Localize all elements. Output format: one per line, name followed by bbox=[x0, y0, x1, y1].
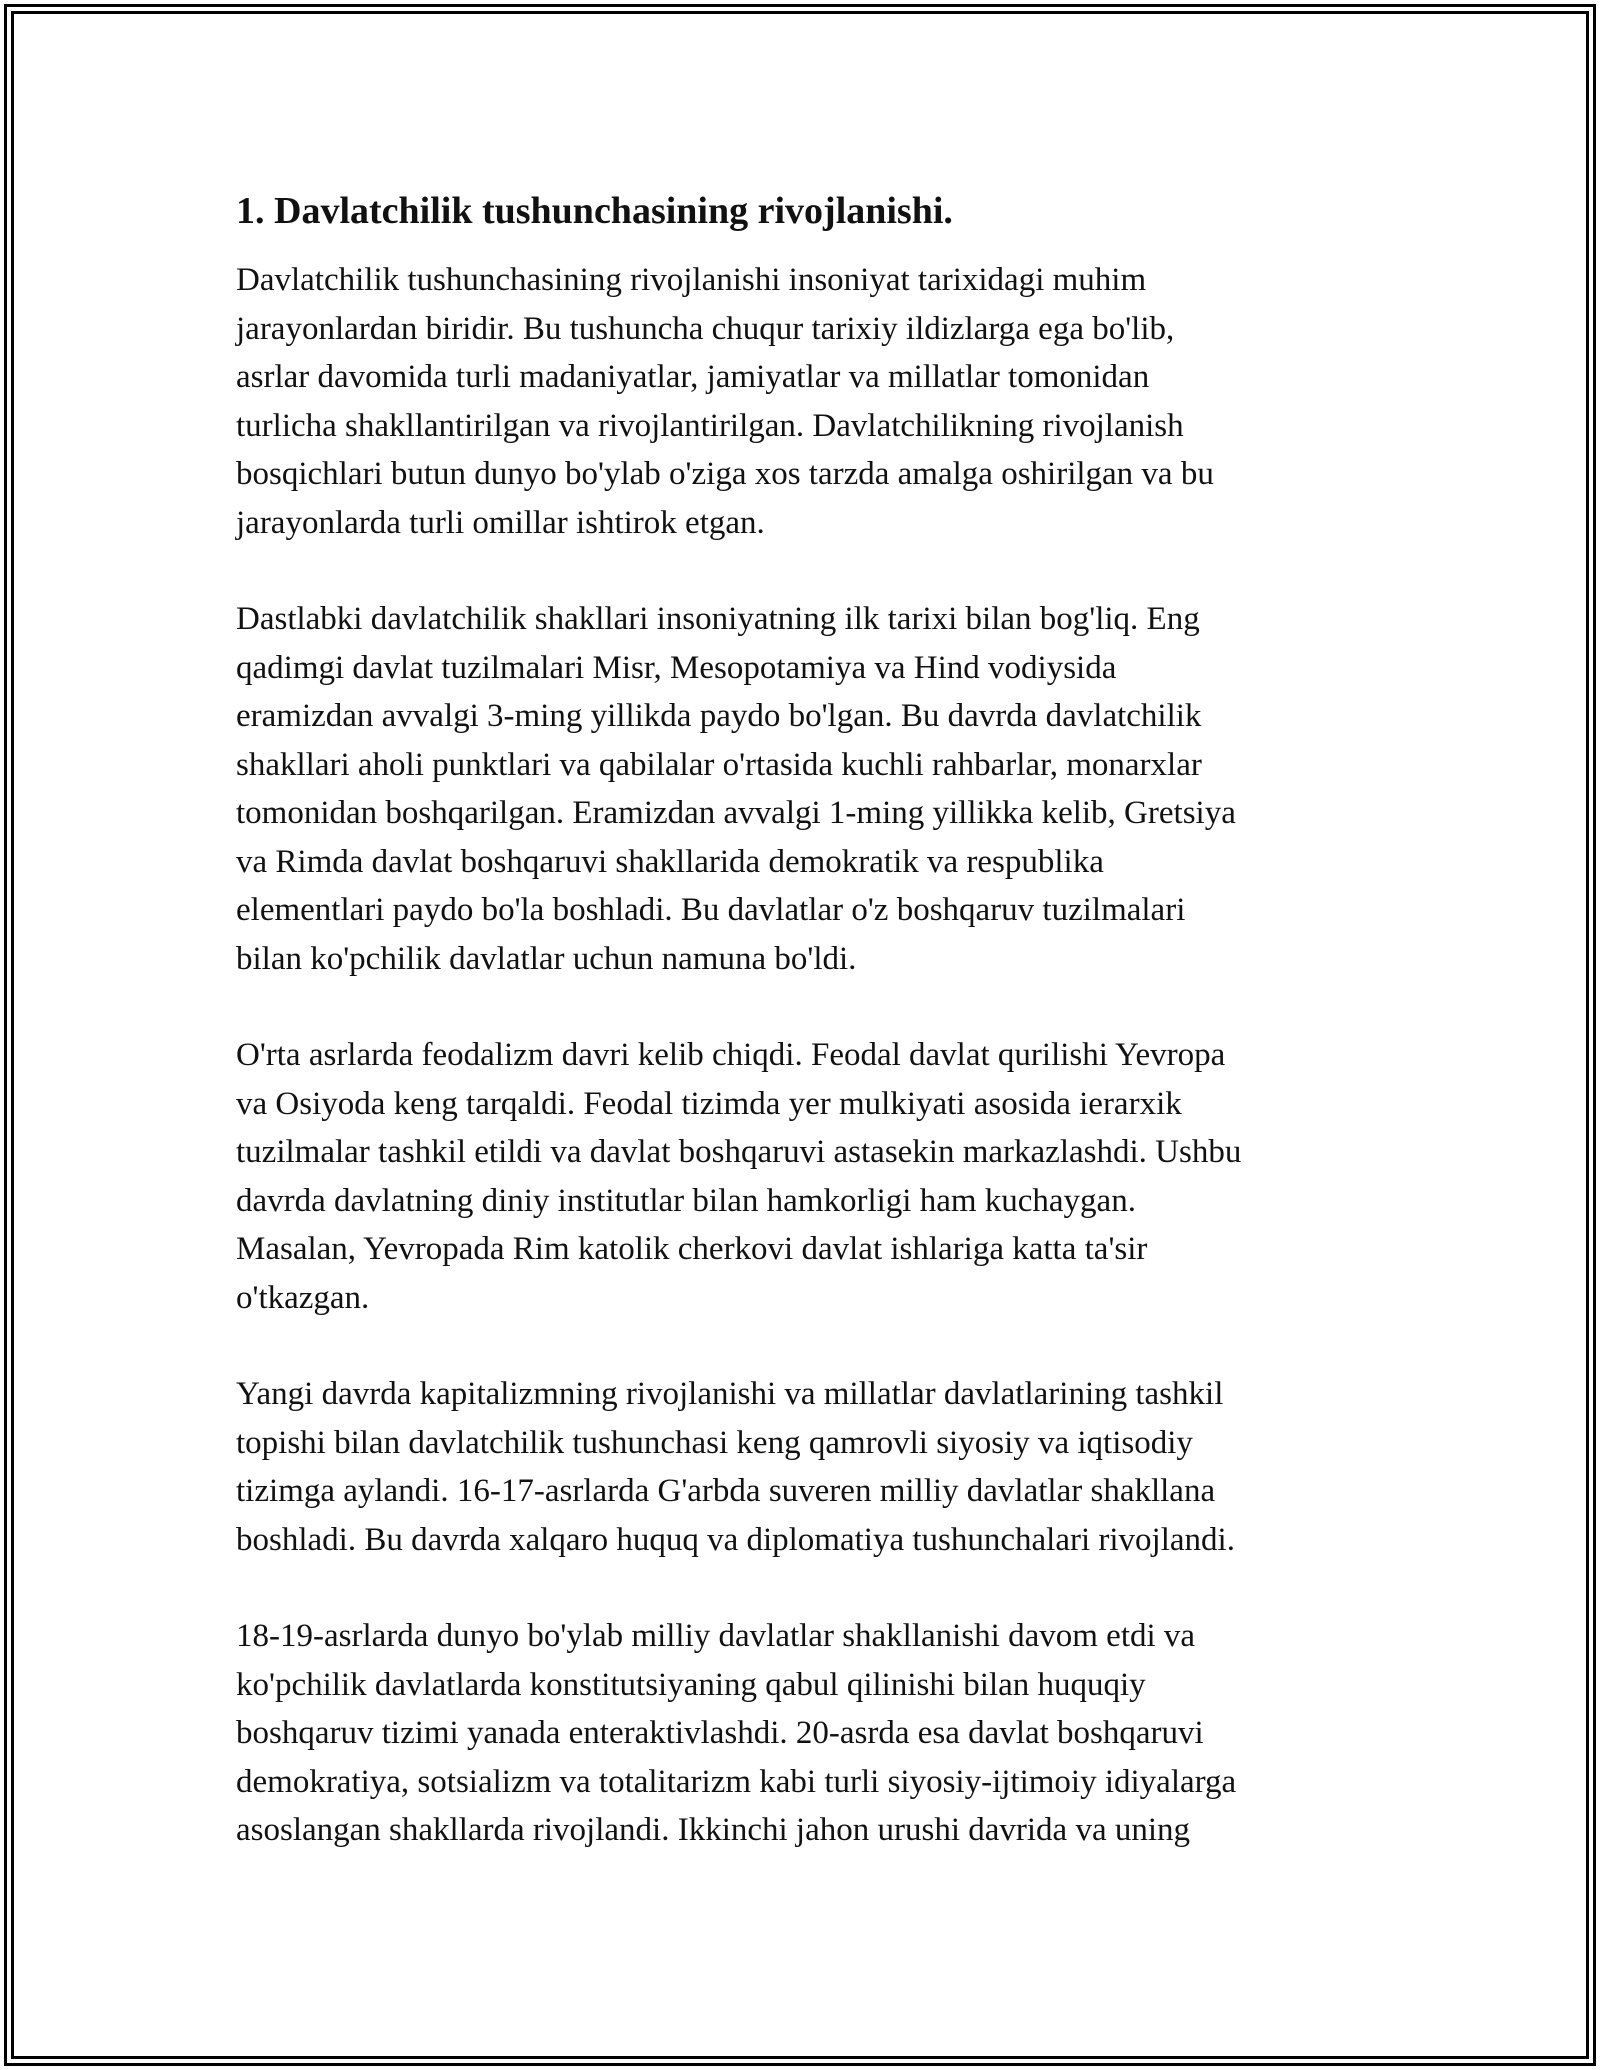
text-line: Masalan, Yevropada Rim katolik cherkovi davlat ishlariga katta ta'sir bbox=[236, 1231, 1148, 1267]
text-line: eramizdan avvalgi 3-ming yillikda paydo bo'lgan. Bu davrda davlatchilik bbox=[236, 698, 1202, 734]
text-line: shakllari aholi punktlari va qabilalar o'rtasida kuchli rahbarlar, monarxlar bbox=[236, 746, 1202, 783]
paragraph-2 bbox=[236, 595, 1366, 983]
text-line: demokratiya, sotsializm va totalitarizm kabi turli siyosiy-ijtimoiy idiyalarga bbox=[236, 1763, 1237, 1800]
text-line: asrlar davomida turli madaniyatlar, jamiyatlar va millatlar tomonidan bbox=[236, 359, 1150, 395]
text-line: va Osiyoda keng tarqaldi. Feodal tizimda yer mulkiyati asosida ierarxik bbox=[236, 1085, 1182, 1122]
text-line: O'rta asrlarda feodalizm davri kelib chiqdi. Feodal davlat qurilishi Yevropa bbox=[236, 1037, 1226, 1073]
text-line: tomonidan boshqarilgan. Eramizdan avvalgi 1-ming yillikka kelib, Gretsiya bbox=[236, 795, 1236, 831]
text-line: elementlari paydo bo'la boshladi. Bu davlatlar o'z boshqaruv tuzilmalari bbox=[236, 892, 1186, 928]
text-line: boshqaruv tizimi yanada enteraktivlashdi. 20-asrda esa davlat boshqaruvi bbox=[236, 1715, 1204, 1751]
text-line: qadimgi davlat tuzilmalari Misr, Mesopotamiya va Hind vodiysida bbox=[236, 649, 1117, 686]
paragraph-4 bbox=[236, 1370, 1366, 1564]
document-heading: 1. Davlatchilik tushunchasining rivojlanishi. bbox=[236, 190, 953, 232]
text-line: turlicha shakllantirilgan va rivojlantirilgan. Davlatchilikning rivojlanish bbox=[236, 407, 1184, 444]
text-line: 18-19-asrlarda dunyo bo'ylab milliy davlatlar shakllanishi davom etdi va bbox=[236, 1618, 1196, 1654]
text-line: o'tkazgan. bbox=[236, 1279, 370, 1316]
paragraph-3 bbox=[236, 1031, 1366, 1322]
text-line: Yangi davrda kapitalizmning rivojlanishi va millatlar davlatlarining tashkil bbox=[236, 1376, 1224, 1412]
text-line: bilan ko'pchilik davlatlar uchun namuna bo'ldi. bbox=[236, 940, 857, 977]
text-line: tizimga aylandi. 16-17-asrlarda G'arbda suveren milliy davlatlar shakllana bbox=[236, 1473, 1216, 1509]
text-line: boshladi. Bu davrda xalqaro huquq va diplomatiya tushunchalari rivojlandi. bbox=[236, 1521, 1235, 1558]
text-line: Davlatchilik tushunchasining rivojlanishi insoniyat tarixidagi muhim bbox=[236, 262, 1147, 298]
text-line: ko'pchilik davlatlarda konstitutsiyaning qabul qilinishi bilan huquqiy bbox=[236, 1666, 1146, 1703]
text-line: jarayonlarda turli omillar ishtirok etgan. bbox=[236, 504, 765, 541]
text-line: Dastlabki davlatchilik shakllari insoniyatning ilk tarixi bilan bog'liq. Eng bbox=[236, 601, 1200, 637]
text-line: tuzilmalar tashkil etildi va davlat boshqaruvi astasekin markazlashdi. Ushbu bbox=[236, 1134, 1242, 1170]
text-line: va Rimda davlat boshqaruvi shakllarida demokratik va respublika bbox=[236, 843, 1104, 880]
text-line: davrda davlatning diniy institutlar bilan hamkorligi ham kuchaygan. bbox=[236, 1182, 1136, 1219]
text-line: bosqichlari butun dunyo bo'ylab o'ziga xos tarzda amalga oshirilgan va bu bbox=[236, 456, 1214, 492]
paragraph-1 bbox=[236, 256, 1366, 547]
text-line: jarayonlardan biridir. Bu tushuncha chuqur tarixiy ildizlarga ega bo'lib, bbox=[236, 310, 1175, 347]
text-line: topishi bilan davlatchilik tushunchasi keng qamrovli siyosiy va iqtisodiy bbox=[236, 1424, 1193, 1461]
document-body bbox=[236, 186, 1366, 1903]
paragraph-5 bbox=[236, 1612, 1366, 1855]
text-line: asoslangan shakllarda rivojlandi. Ikkinchi jahon urushi davrida va uning bbox=[236, 1812, 1191, 1848]
